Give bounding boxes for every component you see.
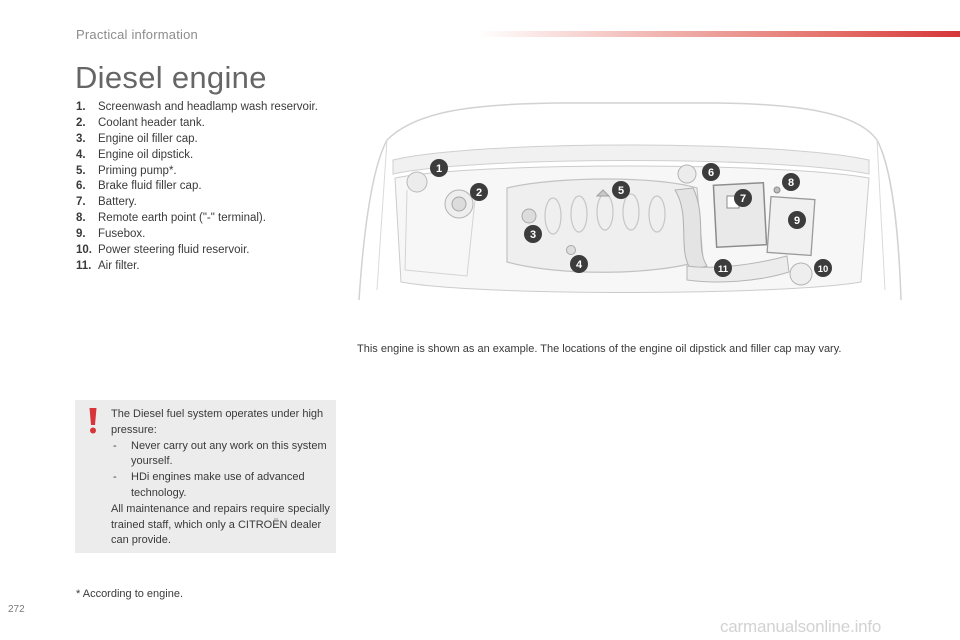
legend-text: Brake fluid filler cap. bbox=[98, 180, 202, 193]
svg-text:6: 6 bbox=[707, 167, 715, 179]
diagram-marker bbox=[788, 211, 806, 229]
diagram-marker bbox=[782, 173, 800, 191]
legend-item bbox=[76, 211, 318, 227]
legend-number: 2. bbox=[76, 116, 86, 129]
legend-number: 4. bbox=[76, 148, 86, 161]
svg-text:10: 10 bbox=[817, 264, 829, 275]
page-title: Diesel engine bbox=[75, 60, 267, 95]
legend-item bbox=[76, 243, 318, 259]
diagram-marker bbox=[734, 189, 752, 207]
diagram-marker bbox=[714, 259, 732, 277]
legend-text: Priming pump*. bbox=[98, 164, 177, 177]
engine-bay-diagram bbox=[357, 100, 903, 306]
legend-number: 11. bbox=[76, 259, 92, 272]
section-title: Practical information bbox=[76, 27, 198, 42]
page-number: 272 bbox=[8, 604, 25, 615]
legend-number: 8. bbox=[76, 212, 86, 225]
legend-text: Engine oil filler cap. bbox=[98, 132, 198, 145]
svg-text:3: 3 bbox=[529, 229, 537, 241]
warning-outro: All maintenance and repairs require specially trained staff, which only a CITROËN dealer can provide. bbox=[111, 502, 330, 547]
legend-item bbox=[76, 195, 318, 211]
svg-text:4: 4 bbox=[575, 259, 583, 271]
warning-intro: The Diesel fuel system operates under high pressure: bbox=[111, 408, 324, 436]
legend-item bbox=[76, 148, 318, 164]
legend-item bbox=[76, 116, 318, 132]
diagram-marker bbox=[470, 183, 488, 201]
diagram-marker bbox=[524, 225, 542, 243]
warning-bullets bbox=[111, 439, 333, 502]
svg-text:2: 2 bbox=[475, 187, 483, 199]
diagram-marker bbox=[570, 255, 588, 273]
svg-text:7: 7 bbox=[739, 193, 747, 205]
legend-text: Fusebox. bbox=[98, 228, 146, 241]
diagram-marker bbox=[430, 159, 448, 177]
legend-item bbox=[76, 259, 318, 275]
legend-number: 5. bbox=[76, 164, 86, 177]
legend-item bbox=[76, 227, 318, 243]
legend-text: Power steering fluid reservoir. bbox=[98, 244, 250, 257]
legend-number: 10. bbox=[76, 244, 92, 257]
legend-text: Coolant header tank. bbox=[98, 116, 205, 129]
svg-text:8: 8 bbox=[787, 177, 795, 189]
legend-text: Remote earth point ("-" terminal). bbox=[98, 212, 266, 225]
legend-number: 7. bbox=[76, 196, 86, 209]
legend-item bbox=[76, 100, 318, 116]
warning-bullet: - Never carry out any work on this system yourself. bbox=[111, 439, 333, 471]
watermark: carmanualsonline.info bbox=[720, 617, 882, 636]
legend-text: Battery. bbox=[98, 196, 137, 209]
diagram-caption: This engine is shown as an example. The locations of the engine oil dipstick and filler cap may vary. bbox=[357, 343, 842, 355]
legend-text: Air filter. bbox=[98, 259, 140, 272]
warning-text bbox=[111, 407, 333, 549]
legend-number: 9. bbox=[76, 228, 86, 241]
legend-number: 6. bbox=[76, 180, 86, 193]
diagram-marker bbox=[612, 181, 630, 199]
warning-box bbox=[75, 400, 336, 553]
footnote: * According to engine. bbox=[76, 588, 184, 600]
component-legend bbox=[76, 100, 318, 275]
exclamation-icon bbox=[87, 408, 99, 434]
diagram-marker bbox=[814, 259, 832, 277]
legend-number: 3. bbox=[76, 132, 86, 145]
legend-item bbox=[76, 179, 318, 195]
legend-text: Screenwash and headlamp wash reservoir. bbox=[98, 101, 318, 113]
svg-text:5: 5 bbox=[617, 185, 625, 197]
warning-bullet: - HDi engines make use of advanced technology. bbox=[111, 470, 333, 502]
legend-item bbox=[76, 164, 318, 180]
svg-text:11: 11 bbox=[717, 264, 729, 275]
diagram-marker bbox=[702, 163, 720, 181]
svg-text:1: 1 bbox=[435, 163, 443, 175]
header-accent-bar bbox=[478, 31, 960, 37]
legend-item bbox=[76, 132, 318, 148]
legend-text: Engine oil dipstick. bbox=[98, 148, 194, 161]
legend-number: 1. bbox=[76, 101, 86, 113]
svg-text:9: 9 bbox=[793, 215, 801, 227]
